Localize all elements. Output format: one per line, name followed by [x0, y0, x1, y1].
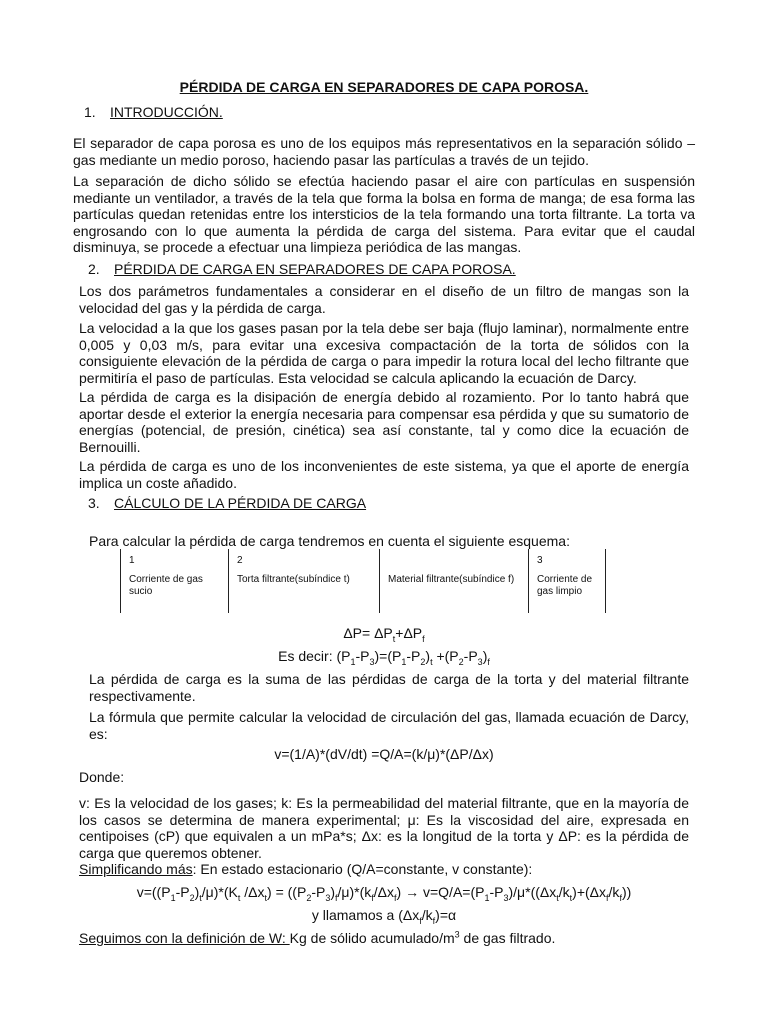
eq-sub: t — [237, 892, 241, 903]
eq-text: /μ)*(K — [201, 884, 238, 900]
equation-total-pressure-drop — [0, 625, 768, 642]
eq-sub: f — [419, 915, 422, 926]
eq-sub: 2 — [189, 892, 195, 903]
eq-sub: t — [199, 892, 202, 903]
section3-variables-paragraph: v: Es la velocidad de los gases; k: Es la permeabilidad del material filtrante, que en la mayoría de los casos se determina de manera experimental; μ: Es la viscosidad del aire, expresada en centipoises (cP) que equivalen a un mPa*s; Δx: es la longitud de la torta y ΔP: es la pérdida de carga que queremos obtener. — [79, 795, 689, 861]
scheme-cell-filter-cake — [229, 549, 380, 613]
scheme-cell-filter-material — [380, 549, 529, 613]
eq-sub: 1 — [350, 656, 356, 667]
scheme-cell-number: 3 — [537, 555, 543, 566]
section1-number: 1. — [84, 104, 96, 120]
eq-text: /Δx — [373, 884, 395, 900]
eq-sub: f — [394, 892, 397, 903]
definition-w-label: Seguimos con la definición de W: — [79, 930, 290, 946]
section1-paragraph-2: La separación de dicho sólido se efectúa haciendo pasar el aire con partículas en suspensión mediante un ventilador, a través de la tela que forma la bolsa en forma de manga; de esa forma las partículas quedan retenidas entre los intersticios de la tela formando una torta filtrante. La torta va engrosando con lo que aumenta la pérdida de carga del sistema. Para evitar que el caudal disminuya, se procede a efectuar una limpieza periódica de las mangas. — [73, 173, 695, 255]
scheme-cell-label: Material filtrante(subíndice f) — [388, 573, 515, 585]
section3-paragraph-1: La pérdida de carga es la suma de las pérdidas de carga de la torta y del material filtrante respectivamente. — [89, 671, 689, 704]
simplification-text: : En estado estacionario (Q/A=constante, v constante): — [192, 861, 533, 877]
scheme-cell-clean-gas — [529, 549, 606, 613]
eq-text: +(P — [432, 648, 459, 664]
eq-sub: 3 — [325, 892, 331, 903]
eq-sub: 1 — [170, 892, 176, 903]
eq-sub: t — [569, 892, 573, 903]
section3-heading — [88, 495, 366, 511]
scheme-cell-label: Corriente de gas sucio — [129, 573, 203, 597]
scheme-cell-label: Torta filtrante(subíndice t) — [237, 573, 350, 585]
section2-number: 2. — [88, 261, 100, 277]
equation-alpha — [0, 907, 768, 924]
section1-paragraph-1: El separador de capa porosa es uno de los equipos más representativos en la separación sólido – gas mediante un medio poroso, haciendo pasar las partículas a través de un tejido. — [73, 135, 695, 168]
eq-text: +ΔP — [395, 625, 423, 641]
equation-es-decir — [0, 648, 768, 665]
eq-sub: f — [619, 892, 622, 903]
section1-title: INTRODUCCIÓN. — [110, 104, 223, 120]
eq-sub: f — [371, 892, 374, 903]
simplification-line — [79, 861, 532, 878]
eq-sub: 3 — [477, 656, 483, 667]
eq-sub: 1 — [484, 892, 490, 903]
scheme-cell-number: 1 — [129, 555, 135, 566]
eq-sub: t — [430, 656, 433, 667]
eq-text: -P — [311, 884, 326, 900]
eq-sub: t — [392, 633, 396, 644]
eq-text: ) — [482, 648, 488, 664]
eq-text: ΔP= ΔP — [343, 625, 393, 641]
eq-sub: f — [335, 892, 338, 903]
scheme-cell-number: 2 — [237, 555, 243, 566]
eq-text: )/μ*((Δx — [508, 884, 557, 900]
eq-text: )) — [621, 884, 632, 900]
definition-w-text: Kg de sólido acumulado/m — [289, 930, 455, 946]
eq-text: Es decir: (P — [278, 648, 351, 664]
eq-text: -P — [463, 648, 478, 664]
section2-paragraph-3: La pérdida de carga es la disipación de energía debido al rozamiento. Por lo tanto habrá que aportar desde el exterior la energía necesaria para compensar esa pérdida y que su sumatorio de energías (potencial, de presión, cinética) sea así constante, tal y como dice la ecuación de Bernouilli. — [79, 389, 689, 455]
eq-text: y llamamos a (Δx — [311, 907, 420, 923]
definition-w-text-end: de gas filtrado. — [459, 930, 556, 946]
document-title: PÉRDIDA DE CARGA EN SEPARADORES DE CAPA POROSA. — [179, 79, 589, 95]
simplification-label: Simplificando más — [79, 861, 193, 877]
eq-text: -P — [489, 884, 504, 900]
eq-text: -P — [406, 648, 421, 664]
eq-text: )=α — [435, 907, 457, 923]
equation-stationary — [0, 884, 768, 901]
eq-sub: 1 — [401, 656, 407, 667]
eq-sub: f — [487, 656, 490, 667]
eq-text: /k — [421, 907, 433, 923]
eq-text: -P — [355, 648, 370, 664]
section2-paragraph-1: Los dos parámetros fundamentales a considerar en el diseño de un filtro de mangas son la velocidad del gas y la pérdida de carga. — [79, 283, 689, 316]
eq-text: /k — [608, 884, 620, 900]
definition-w-line — [79, 930, 555, 947]
eq-text: ) = ((P — [267, 884, 307, 900]
equation-darcy: v=(1/A)*(dV/dt) =Q/A=(k/μ)*(ΔP/Δx) — [274, 746, 494, 762]
eq-sub: 2 — [458, 656, 464, 667]
filter-scheme-table — [120, 549, 606, 613]
eq-text: )=(P — [374, 648, 402, 664]
eq-sub: 3 — [369, 656, 375, 667]
scheme-cell-number — [388, 555, 522, 568]
section3-intro: Para calcular la pérdida de carga tendremos en cuenta el siguiente esquema: — [89, 533, 570, 549]
scheme-cell-dirty-gas — [121, 549, 229, 613]
eq-sub: t — [264, 892, 268, 903]
section2-heading — [88, 261, 516, 277]
donde-label: Donde: — [79, 769, 125, 785]
scheme-cell-label: Corriente de gas limpio — [537, 573, 593, 597]
eq-text: ) — [425, 648, 431, 664]
eq-sub: 3 — [503, 892, 509, 903]
eq-text: ) — [330, 884, 336, 900]
section3-number: 3. — [88, 495, 100, 511]
eq-text: /k — [558, 884, 570, 900]
eq-text: /Δx — [240, 884, 265, 900]
eq-sub: 2 — [420, 656, 426, 667]
eq-text: v=((P — [136, 884, 171, 900]
section2-title: PÉRDIDA DE CARGA EN SEPARADORES DE CAPA POROSA. — [114, 261, 516, 277]
section3-paragraph-2: La fórmula que permite calcular la velocidad de circulación del gas, llamada ecuación de Darcy, es: — [89, 709, 689, 742]
eq-text: -P — [175, 884, 190, 900]
section2-paragraph-4: La pérdida de carga es uno de los inconvenientes de este sistema, ya que el aporte de energía implica un coste añadido. — [79, 458, 689, 491]
eq-sub: f — [432, 915, 436, 926]
section2-paragraph-2: La velocidad a la que los gases pasan por la tela debe ser baja (flujo laminar), normalmente entre 0,005 y 0,03 m/s, para evitar una excesiva compactación de la torta de sólidos con la consiguiente elevación de la pérdida de carga o para impedir la rotura local del lecho filtrante que permitiría el paso de partículas. Esta velocidad se calcula aplicando la ecuación de Darcy. — [79, 320, 689, 386]
section1-heading — [84, 104, 223, 120]
eq-text: ) — [194, 884, 200, 900]
section3-title: CÁLCULO DE LA PÉRDIDA DE CARGA — [114, 495, 367, 511]
eq-text: ) → v=Q/A=(P — [396, 884, 485, 900]
eq-sub: t — [556, 892, 559, 903]
eq-sub: 2 — [306, 892, 312, 903]
eq-sub: f — [606, 892, 609, 903]
eq-text: )+(Δx — [572, 884, 607, 900]
eq-text: /μ)*(k — [337, 884, 372, 900]
eq-sub: f — [422, 633, 425, 644]
definition-w-sup: 3 — [454, 929, 460, 940]
